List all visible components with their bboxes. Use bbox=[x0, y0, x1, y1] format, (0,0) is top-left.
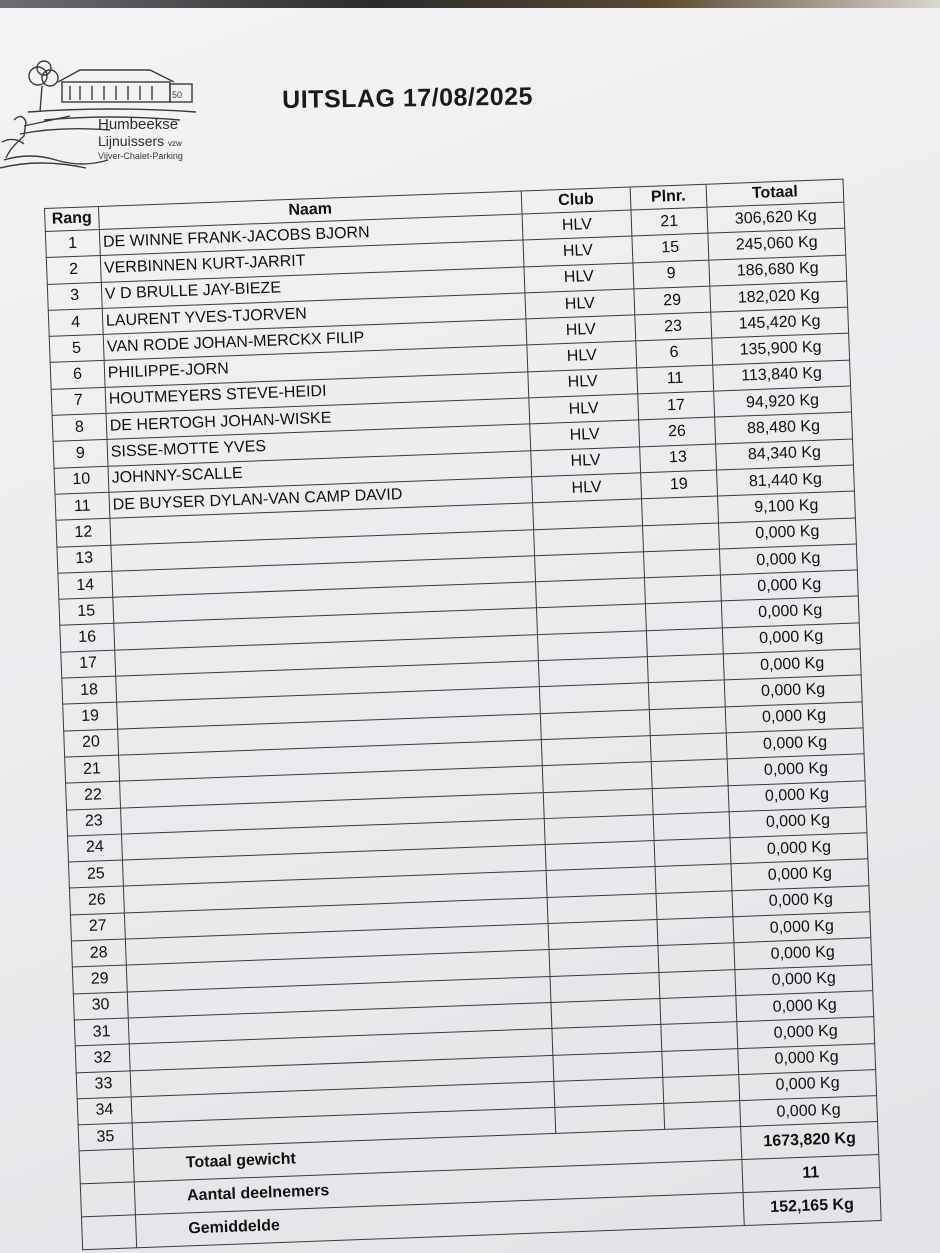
cell-plnr: 9 bbox=[633, 260, 710, 289]
cell-plnr bbox=[662, 1048, 739, 1077]
cell-totaal: 0,000 Kg bbox=[738, 1043, 876, 1074]
cell-naam: DE HERTOGH JOHAN-WISKE bbox=[106, 398, 530, 440]
org-name-line2-text: Lijnuissers bbox=[98, 133, 165, 149]
cell-plnr: 21 bbox=[631, 207, 708, 236]
header-plnr: Plnr. bbox=[630, 184, 707, 210]
cell-club bbox=[544, 814, 654, 844]
cell-plnr: 6 bbox=[636, 339, 713, 368]
cell-totaal: 94,920 Kg bbox=[714, 386, 852, 417]
cell-club: HLV bbox=[523, 236, 633, 266]
cell-plnr bbox=[643, 549, 720, 578]
cell-rang: 19 bbox=[63, 703, 118, 731]
cell-club bbox=[552, 1025, 662, 1055]
header-club: Club bbox=[521, 187, 630, 214]
cell-plnr: 13 bbox=[639, 444, 716, 473]
cell-plnr bbox=[651, 759, 728, 788]
cell-plnr bbox=[660, 996, 737, 1025]
cell-totaal: 81,440 Kg bbox=[716, 465, 854, 496]
cell-totaal: 306,620 Kg bbox=[707, 202, 845, 233]
cell-club bbox=[543, 788, 653, 818]
cell-club: HLV bbox=[532, 473, 642, 503]
summary-label: Totaal gewicht bbox=[133, 1127, 742, 1182]
logo-badge: 50 bbox=[172, 90, 183, 100]
cell-totaal: 0,000 Kg bbox=[728, 780, 866, 811]
cell-rang: 21 bbox=[65, 755, 120, 783]
cell-totaal: 0,000 Kg bbox=[730, 833, 868, 864]
cell-club bbox=[538, 630, 648, 660]
cell-club bbox=[534, 525, 644, 555]
cell-rang: 35 bbox=[78, 1123, 133, 1151]
cell-club bbox=[541, 736, 651, 766]
cell-rang: 27 bbox=[70, 913, 125, 941]
org-name-line1: Humbeekse bbox=[98, 116, 179, 133]
cell-rang: 5 bbox=[49, 335, 104, 363]
cell-naam: SISSE-MOTTE YVES bbox=[107, 424, 531, 466]
cell-club bbox=[555, 1103, 665, 1133]
cell-totaal: 0,000 Kg bbox=[721, 596, 859, 627]
cell-rang: 18 bbox=[62, 676, 117, 704]
cell-rang: 6 bbox=[50, 361, 105, 389]
cell-naam: HOUTMEYERS STEVE-HEIDI bbox=[105, 372, 529, 414]
cell-naam: LAURENT YVES-TJORVEN bbox=[102, 293, 526, 335]
cell-rang: 25 bbox=[68, 860, 123, 888]
cell-rang: 28 bbox=[71, 939, 126, 967]
cell-club bbox=[545, 841, 655, 871]
cell-totaal: 0,000 Kg bbox=[736, 991, 874, 1022]
cell-club bbox=[536, 578, 646, 608]
cell-plnr bbox=[642, 523, 719, 552]
cell-plnr bbox=[646, 628, 723, 657]
cell-naam: DE WINNE FRANK-JACOBS BJORN bbox=[99, 214, 523, 256]
cell-plnr bbox=[649, 707, 726, 736]
summary-value: 152,165 Kg bbox=[743, 1188, 881, 1226]
cell-club: HLV bbox=[531, 447, 641, 477]
cell-rang: 30 bbox=[73, 992, 128, 1020]
cell-club bbox=[540, 683, 650, 713]
cell-totaal: 0,000 Kg bbox=[734, 938, 872, 969]
table-body bbox=[45, 202, 877, 1151]
cell-club: HLV bbox=[525, 289, 635, 319]
cell-plnr: 17 bbox=[637, 391, 714, 420]
cell-totaal: 145,420 Kg bbox=[711, 307, 849, 338]
cell-plnr: 23 bbox=[635, 312, 712, 341]
summary-label: Gemiddelde bbox=[135, 1193, 744, 1248]
cell-rang: 29 bbox=[72, 965, 127, 993]
cell-rang: 20 bbox=[64, 729, 119, 757]
cell-club: HLV bbox=[526, 315, 636, 345]
cell-plnr bbox=[656, 890, 733, 919]
cell-club: HLV bbox=[527, 341, 637, 371]
cell-naam: DE BUYSER DYLAN-VAN CAMP DAVID bbox=[109, 477, 533, 519]
cell-club: HLV bbox=[524, 263, 634, 293]
cell-totaal: 245,060 Kg bbox=[708, 228, 846, 259]
header-rang: Rang bbox=[45, 207, 100, 232]
cell-totaal: 0,000 Kg bbox=[724, 675, 862, 706]
org-location: Vijver-Chalet-Parking bbox=[98, 151, 183, 161]
cell-rang: 17 bbox=[61, 650, 116, 678]
cell-plnr: 11 bbox=[637, 365, 714, 394]
cell-rang: 3 bbox=[47, 282, 102, 310]
cell-totaal: 0,000 Kg bbox=[739, 1069, 877, 1100]
results-table bbox=[44, 179, 882, 1251]
cell-plnr bbox=[645, 601, 722, 630]
cell-plnr bbox=[655, 864, 732, 893]
summary-spacer bbox=[80, 1182, 135, 1217]
cell-plnr bbox=[650, 733, 727, 762]
cell-totaal: 0,000 Kg bbox=[723, 649, 861, 680]
cell-totaal: 0,000 Kg bbox=[732, 885, 870, 916]
cell-totaal: 0,000 Kg bbox=[731, 859, 869, 890]
cell-plnr bbox=[648, 680, 725, 709]
cell-rang: 9 bbox=[53, 440, 108, 468]
cell-club bbox=[537, 604, 647, 634]
cell-plnr bbox=[663, 1101, 740, 1130]
cell-plnr: 26 bbox=[638, 417, 715, 446]
cell-plnr bbox=[659, 969, 736, 998]
cell-plnr bbox=[652, 785, 729, 814]
summary-spacer bbox=[79, 1149, 134, 1184]
org-legal-form: vzw bbox=[168, 139, 182, 148]
cell-totaal: 0,000 Kg bbox=[727, 754, 865, 785]
cell-club bbox=[533, 499, 643, 529]
cell-totaal: 0,000 Kg bbox=[726, 728, 864, 759]
cell-club bbox=[550, 972, 660, 1002]
cell-totaal: 182,020 Kg bbox=[710, 281, 848, 312]
cell-plnr bbox=[641, 496, 718, 525]
header-naam: Naam bbox=[98, 191, 522, 229]
cell-club bbox=[549, 946, 659, 976]
cell-rang: 13 bbox=[57, 545, 112, 573]
cell-naam: VAN RODE JOHAN-MERCKX FILIP bbox=[103, 319, 527, 361]
cell-totaal: 0,000 Kg bbox=[719, 544, 857, 575]
cell-naam: PHILIPPE-JORN bbox=[104, 345, 528, 387]
cell-rang: 15 bbox=[59, 597, 114, 625]
cell-rang: 1 bbox=[45, 229, 100, 257]
cell-naam: VERBINNEN KURT-JARRIT bbox=[100, 240, 524, 282]
cell-club: HLV bbox=[528, 368, 638, 398]
cell-plnr bbox=[663, 1074, 740, 1103]
cell-rang: 7 bbox=[51, 387, 106, 415]
cell-club bbox=[551, 998, 661, 1028]
results-sheet bbox=[0, 8, 940, 1253]
cell-club bbox=[548, 920, 658, 950]
cell-plnr bbox=[644, 575, 721, 604]
cell-club bbox=[539, 657, 649, 687]
cell-club bbox=[547, 893, 657, 923]
cell-plnr bbox=[658, 943, 735, 972]
cell-club: HLV bbox=[522, 210, 632, 240]
club-logo bbox=[0, 56, 210, 181]
cell-club bbox=[554, 1077, 664, 1107]
summary-value: 11 bbox=[742, 1155, 880, 1193]
cell-plnr bbox=[647, 654, 724, 683]
cell-naam: JOHNNY-SCALLE bbox=[108, 450, 532, 492]
cell-rang: 11 bbox=[55, 492, 110, 520]
cell-rang: 8 bbox=[52, 413, 107, 441]
cell-totaal: 84,340 Kg bbox=[715, 439, 853, 470]
cell-totaal: 0,000 Kg bbox=[733, 912, 871, 943]
cell-plnr bbox=[653, 812, 730, 841]
cell-totaal: 0,000 Kg bbox=[735, 964, 873, 995]
cell-rang: 2 bbox=[46, 256, 101, 284]
cell-rang: 31 bbox=[74, 1018, 129, 1046]
page-title: UITSLAG 17/08/2025 bbox=[282, 82, 534, 114]
cell-plnr bbox=[661, 1022, 738, 1051]
org-name-line2 bbox=[98, 133, 182, 149]
cell-rang: 12 bbox=[56, 519, 111, 547]
cell-club bbox=[553, 1051, 663, 1081]
cell-rang: 32 bbox=[75, 1044, 130, 1072]
cell-rang: 33 bbox=[76, 1070, 131, 1098]
summary-spacer bbox=[82, 1215, 137, 1250]
cell-plnr: 29 bbox=[634, 286, 711, 315]
cell-totaal: 0,000 Kg bbox=[737, 1017, 875, 1048]
cell-rang: 14 bbox=[58, 571, 113, 599]
cell-totaal: 186,680 Kg bbox=[709, 255, 847, 286]
cell-club bbox=[535, 552, 645, 582]
cell-totaal: 0,000 Kg bbox=[740, 1096, 878, 1127]
cell-rang: 16 bbox=[60, 624, 115, 652]
cell-plnr bbox=[654, 838, 731, 867]
cell-totaal: 0,000 Kg bbox=[720, 570, 858, 601]
cell-club: HLV bbox=[529, 394, 639, 424]
cell-totaal: 0,000 Kg bbox=[722, 623, 860, 654]
cell-club bbox=[540, 709, 650, 739]
cell-club bbox=[542, 762, 652, 792]
results-table-container bbox=[44, 179, 882, 1251]
cell-rang: 10 bbox=[54, 466, 109, 494]
cell-naam: V D BRULLE JAY-BIEZE bbox=[101, 267, 525, 309]
header-totaal: Totaal bbox=[706, 179, 844, 207]
cell-totaal: 88,480 Kg bbox=[715, 412, 853, 443]
cell-club bbox=[546, 867, 656, 897]
cell-totaal: 0,000 Kg bbox=[729, 807, 867, 838]
summary-label: Aantal deelnemers bbox=[134, 1160, 743, 1215]
summary-value: 1673,820 Kg bbox=[741, 1122, 879, 1160]
cell-totaal: 9,100 Kg bbox=[717, 491, 855, 522]
cell-rang: 23 bbox=[67, 808, 122, 836]
cell-totaal: 0,000 Kg bbox=[725, 701, 863, 732]
cell-rang: 4 bbox=[48, 308, 103, 336]
cell-totaal: 135,900 Kg bbox=[712, 334, 850, 365]
cell-rang: 22 bbox=[66, 781, 121, 809]
cell-rang: 26 bbox=[69, 886, 124, 914]
cell-plnr bbox=[657, 917, 734, 946]
cell-totaal: 0,000 Kg bbox=[718, 518, 856, 549]
cell-rang: 34 bbox=[77, 1097, 132, 1125]
cell-club: HLV bbox=[530, 420, 640, 450]
cell-plnr: 19 bbox=[640, 470, 717, 499]
cell-totaal: 113,840 Kg bbox=[713, 360, 851, 391]
cell-rang: 24 bbox=[68, 834, 123, 862]
cell-plnr: 15 bbox=[632, 233, 709, 262]
